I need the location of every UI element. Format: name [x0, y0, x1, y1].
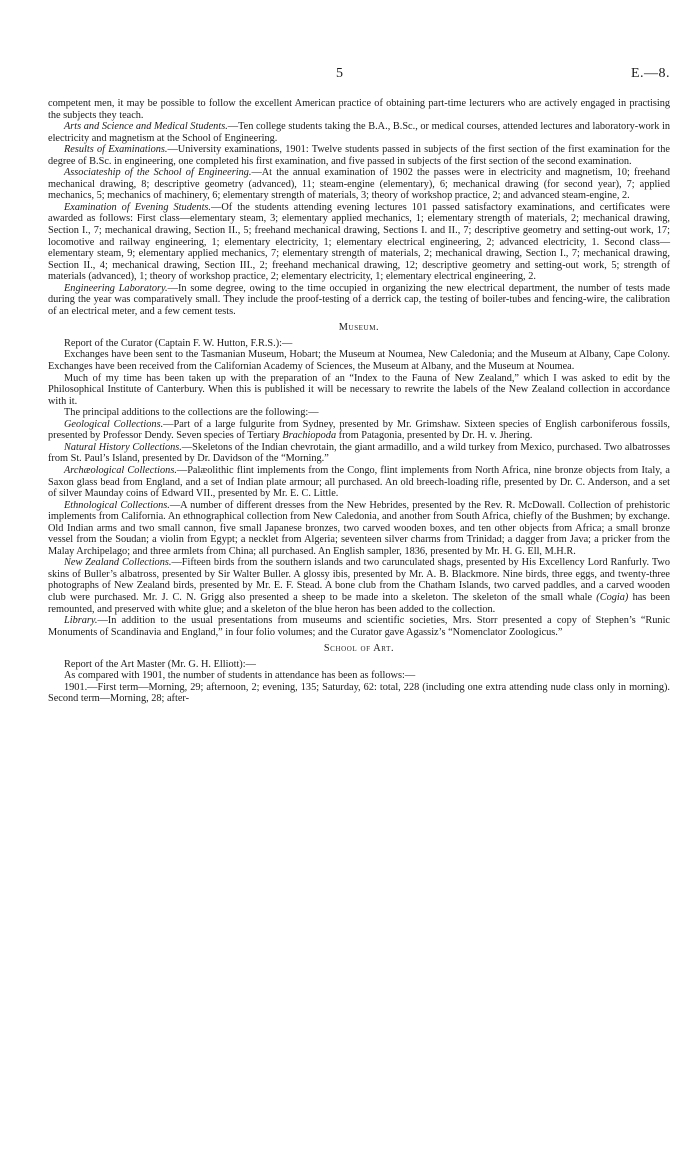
- paragraph-title: Results of Examinations.: [64, 144, 168, 156]
- paragraph-title: Archæological Collections.: [64, 464, 177, 476]
- paragraph: Much of my time has been taken up with the preparation of an “Index to the Fauna of New Zealand,” which I was asked to edit by the Philosophical Institute of Canterbury. When this is published it will be necessary to rewrite the labels of the New Zealand collection in accordance with it.: [48, 372, 670, 407]
- section-heading-school-of-art: School of Art.: [323, 643, 395, 655]
- paragraph-title: Ethnological Collections.: [64, 499, 170, 511]
- page-body: [48, 98, 670, 705]
- section-heading-museum: Museum.: [338, 322, 380, 334]
- paragraph: Exchanges have been sent to the Tasmanian Museum, Hobart; the Museum at Noumea, New Caledonia; and the Museum at Albany, Cape Colony. Exchanges have been received from the Californian Academy of Sciences, the Museum at Albany, and the Museum at Noumea.: [48, 349, 670, 373]
- paragraph: Examination of Evening Students.—Of the students attending evening lectures 101 passed satisfactory examinations, and certificates were awarded as follows: First class—elementary steam, 3; elementary applied mechanics, 1; elementary strength of materials, 2; mechanical drawing, Section I., 7; mechanical drawing, Section II., 5; freehand mechanical drawing, Sections I. and II., 7; descriptive geometry and setting-out work, 17; locomotive and railway engineering, 1; elementary electricity, 1; elementary electrical engineering, 2; advanced electricity, 1. Second class—elementary steam, 9; elementary applied mechanics, 7; elementary strength of materials, 2; mechanical drawing, Section I., 7; mechanical drawing, Section II., 4; mechanical drawing, Section III., 2; freehand mechanical drawing, 12; descriptive geometry and setting-out work, 5; strength of materials (advanced), 1; theory of workshop practice, 2; elementary electricity, 1; elementary electrical engineering, 2.: [48, 201, 670, 283]
- paragraph: Associateship of the School of Engineering.—At the annual examination of 1902 the passes were in electricity and magnetism, 10; freehand mechanical drawing, 8; descriptive geometry (advanced), 11; steam-engine (elementary), 6; mechanical drawing (for second year), 7; applied mechanics, 5; mechanics of machinery, 6; elementary strength of materials, 3; theory of workshop practice, 2; and advanced steam-engine, 2.: [48, 167, 670, 202]
- paragraph-title: Engineering Laboratory.: [64, 282, 168, 294]
- paragraph-title: Natural History Collections.: [64, 441, 182, 453]
- paragraph: Library.—In addition to the usual presentations from museums and scientific societies, Mrs. Storr presented a copy of Stephen’s “Runic Monuments of Scandinavia and England,” in four folio volumes; and the Curator gave Agassiz’s “Nomenclator Zoologicus.”: [48, 615, 670, 638]
- paragraph-title: Associateship of the School of Engineering.: [64, 167, 252, 179]
- paragraph: 1901.—First term—Morning, 29; afternoon, 2; evening, 135; Saturday, 62: total, 228 (including one extra attending nude class only in morning). Second term—Morning, 28; after-: [48, 681, 670, 705]
- page-number: 5: [336, 66, 343, 81]
- paragraph: New Zealand Collections.—Fifteen birds from the southern islands and two carunculated shags, presented by His Excellency Lord Ranfurly. Two skins of Buller’s albatross, presented by Sir Walter Buller. A glossy ibis, presented by Mr. A. B. Blackmore. Nine birds, three eggs, and twenty-three photographs of New Zealand birds, presented by Mr. E. F. Stead. A bone club from the Chatham Islands, two carved paddles, and a carved wooden club were purchased. Mr. J. C. N. Grigg also presented a sheep to be made into a skeleton. The skeleton of the small whale (Cogia) has been remounted, and preserved with white glue; and a skeleton of the blue heron has been added to the collection.: [48, 557, 670, 615]
- paragraph: Report of the Art Master (Mr. G. H. Elliott):—: [64, 658, 256, 670]
- paragraph: The principal additions to the collections are the following:—: [64, 407, 319, 419]
- page-header: [0, 66, 700, 86]
- paragraph: Geological Collections.—Part of a large fulgurite from Sydney, presented by Mr. Grimshaw. Sixteen species of English carboniferous fossils, presented by Professor Dendy. Seven species of Tertiary Brachiopoda from Patagonia, presented by Dr. H. v. Jhering.: [48, 418, 671, 442]
- paragraph: Engineering Laboratory.—In some degree, owing to the time occupied in organizing the new electrical department, the number of tests made during the year was comparatively small. They include the proof-testing of a derrick cap, the testing of boiler-tubes and fencing-wire, the calibration of an electrical meter, and a few cement tests.: [48, 282, 670, 317]
- paragraph-title: Library.: [64, 615, 98, 627]
- paragraph: Arts and Science and Medical Students.—Ten college students taking the B.A., B.Sc., or medical courses, attended lectures and laboratory-work in electricity and magnetism at the School of Engineering.: [48, 121, 670, 144]
- paragraph: Results of Examinations.—University examinations, 1901: Twelve students passed in subjects of the first section of the first examination for the degree of B.Sc. in engineering, one completed his first examination, and five passed in subjects of the first section of the second examination.: [48, 144, 670, 167]
- paragraph: competent men, it may be possible to follow the excellent American practice of obtaining part-time lecturers who are actively engaged in practising the subjects they teach.: [48, 98, 670, 121]
- paragraph: Archæological Collections.—Palæolithic flint implements from the Congo, flint implements from North Africa, nine bronze objects from Italy, a Saxon glass bead from England, and a set of Indian plate armour; all purchased. An old breech-loading rifle, presented by Dr. C. Anderson, and a set of silver Maunday coins of Edward VII., presented by Mr. E. C. Little.: [48, 464, 670, 500]
- paragraph: Ethnological Collections.—A number of different dresses from the New Hebrides, presented by the Rev. R. McDowall. Collection of prehistoric implements from California. An ethnographical collection from New Caledonia, and another from South Africa, chiefly of the Bushmen; by exchange. Old Indian arms and two small cannon, five small Japanese bronzes, two carved wooden boxes, and ten other objects from Africa; a small bronze vessel from the Soudan; a violin from Egypt; a necklet from Algeria; seventeen silver charms from Trinidad; a dagger from Java; a pricker from the Malay Archipelago; and three armlets from China; all purchased. An English sampler, 1836, presented by Mr. H. G. Ell, M.H.R.: [48, 499, 671, 557]
- paragraph-title: Geological Collections.: [64, 418, 164, 430]
- paragraph-title: Arts and Science and Medical Students.: [64, 121, 228, 133]
- paragraph: As compared with 1901, the number of students in attendance has been as follows:—: [64, 670, 416, 682]
- series-reference: E.—8.: [630, 66, 670, 81]
- paragraph-title: New Zealand Collections.: [64, 557, 172, 569]
- paragraph: Report of the Curator (Captain F. W. Hutton, F.R.S.):—: [64, 337, 293, 349]
- paragraph-title: Examination of Evening Students.: [64, 201, 212, 213]
- paragraph: Natural History Collections.—Skeletons of the Indian chevrotain, the giant armadillo, and a wild turkey from Mexico, purchased. Two albatrosses from St. Paul’s Island, presented by Dr. Davidson of the “Morning.”: [48, 441, 670, 465]
